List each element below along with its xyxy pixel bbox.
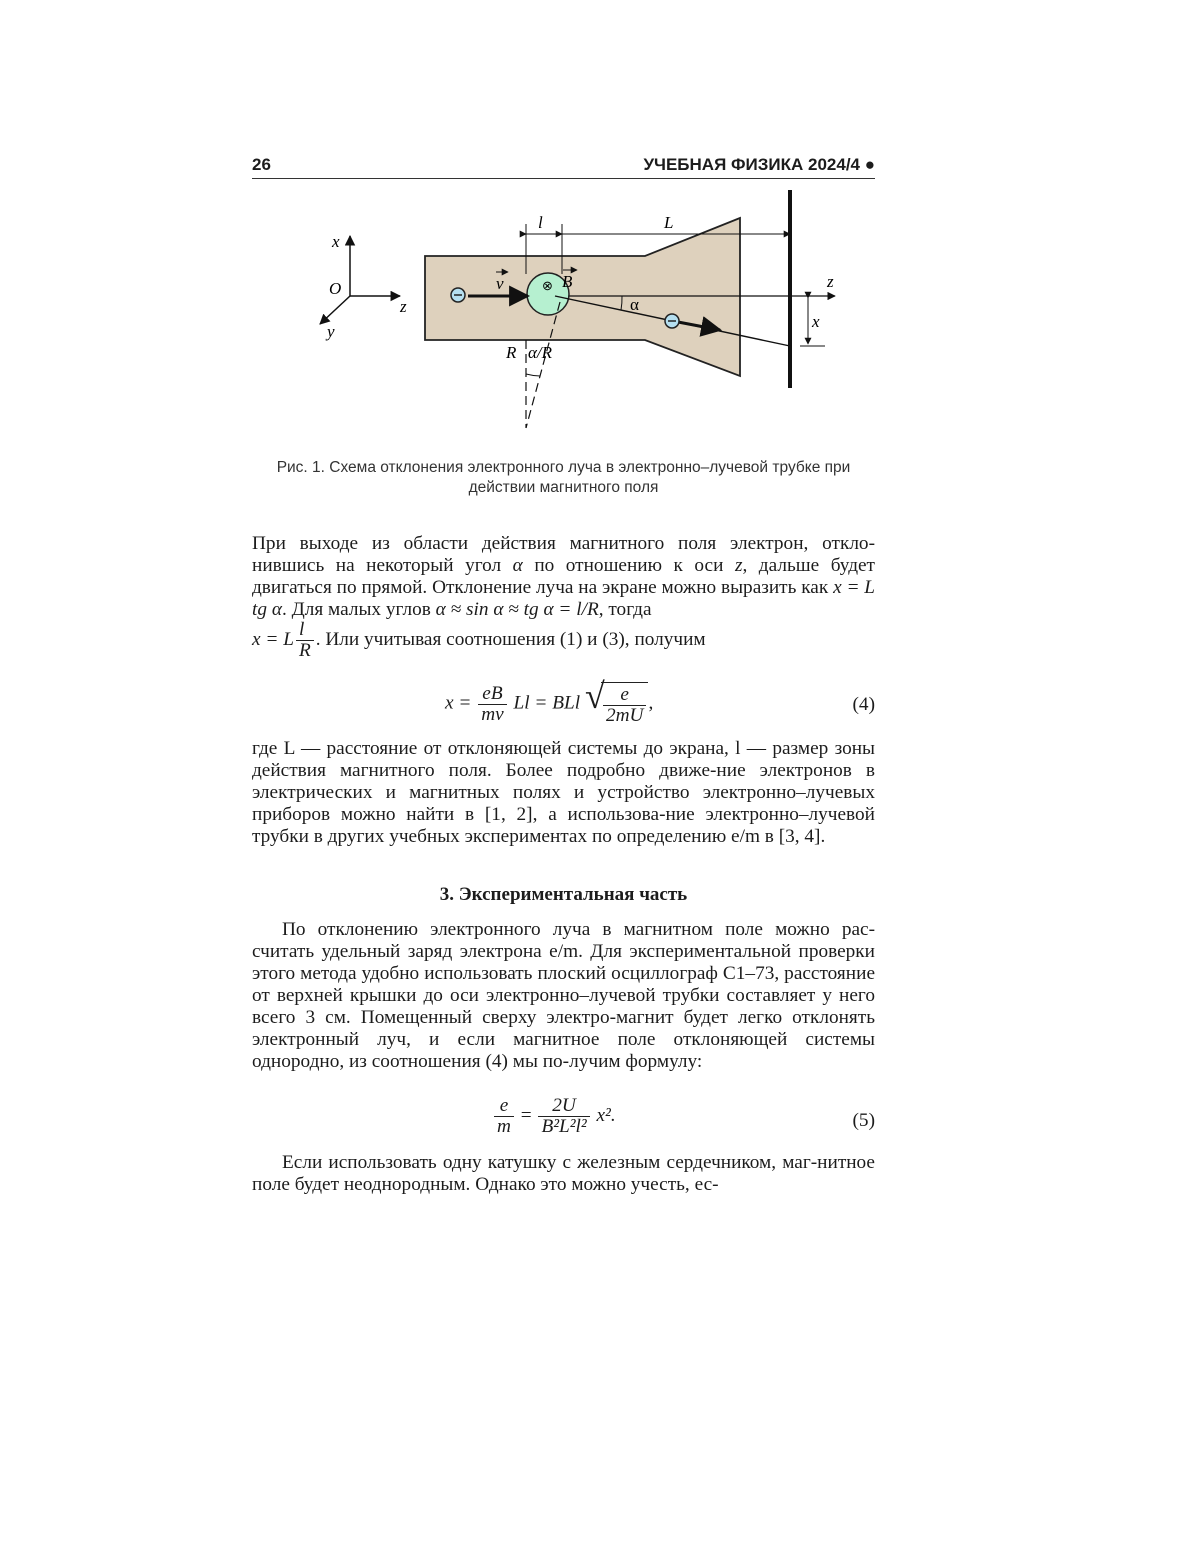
page-number: 26	[252, 155, 271, 174]
y-axis-label: y	[327, 322, 335, 341]
equation-5: $\frac{e}{m}$ = $\frac{2U}{\text{B²L²l²}}$ x². (5)	[252, 1096, 875, 1146]
paragraph-1-end: x = L $\frac{l}{R}$ . Или учитывая соотношения (1) и (3), получим	[252, 619, 706, 661]
L-label: L	[664, 213, 674, 232]
origin-label: O	[329, 279, 342, 298]
journal-title: УЧЕБНАЯ ФИЗИКА 2024/4 ●	[643, 155, 875, 174]
page-header	[252, 152, 875, 179]
l-label: l	[538, 213, 543, 232]
figure-caption: Рис. 1. Схема отклонения электронного луча в электронно–лучевой трубке при действии магнитного поля	[276, 459, 851, 496]
v-label: v	[496, 274, 504, 293]
alpha-label: α	[630, 295, 639, 314]
paragraph-2: где L — расстояние от отклоняющей системы до экрана, l — размер зоны действия магнитного поля. Более подробно движе-ние электронов в электрических и магнитных полях и устройство электронно–лучевых приборов можно найти в [1, 2], а использова-ние электронно–лучевой трубки в других учебных экспериментах по определению e/m в [3, 4].	[252, 738, 875, 847]
figure-electron-beam-deflection	[300, 190, 860, 440]
paragraph-1: При выходе из области действия магнитного поля электрон, откло-нившись на некоторый угол α по отношению к оси z, дальше будет двигаться по прямой. Отклонение луча на экране можно выразить как x = L tg α. Для малых углов α ≈ sin α ≈ tg α = l/R, тогда	[252, 533, 875, 620]
x-offset-label: x	[812, 312, 820, 331]
paragraph-4: Если использовать одну катушку с железным сердечником, маг-нитное поле будет неоднородным. Однако это можно учесть, ес-	[252, 1152, 875, 1195]
y-axis-arrow	[320, 296, 350, 324]
paragraph-3: По отклонению электронного луча в магнитном поле можно рас-считать удельный заряд электрона e/m. Для экспериментальной проверки этого метода удобно использовать плоский осциллограф С1–73, расстояние от верхней крышки до оси электронно–лучевой трубки составляет у него всего 3 см. Помещенный сверху электро-магнит будет легко отклонять электронный луч, и если магнитное поле отклоняющей системы однородно, из соотношения (4) мы по-лучим формулу:	[252, 919, 875, 1072]
alpha-R-label: α/R	[528, 343, 553, 362]
z-axis-label: z	[400, 297, 407, 316]
R-label: R	[506, 343, 517, 362]
beam-axis-label: z	[827, 272, 834, 291]
B-label: B	[562, 272, 573, 291]
section-title: 3. Экспериментальная часть	[439, 884, 688, 905]
cross-symbol: ⊗	[542, 278, 553, 293]
equation-4: x = $\frac{eB}{mv}$ Ll = BLl √ $\frac{e}{2mU}$ , (4)	[445, 676, 875, 726]
x-axis-label: x	[332, 232, 340, 251]
